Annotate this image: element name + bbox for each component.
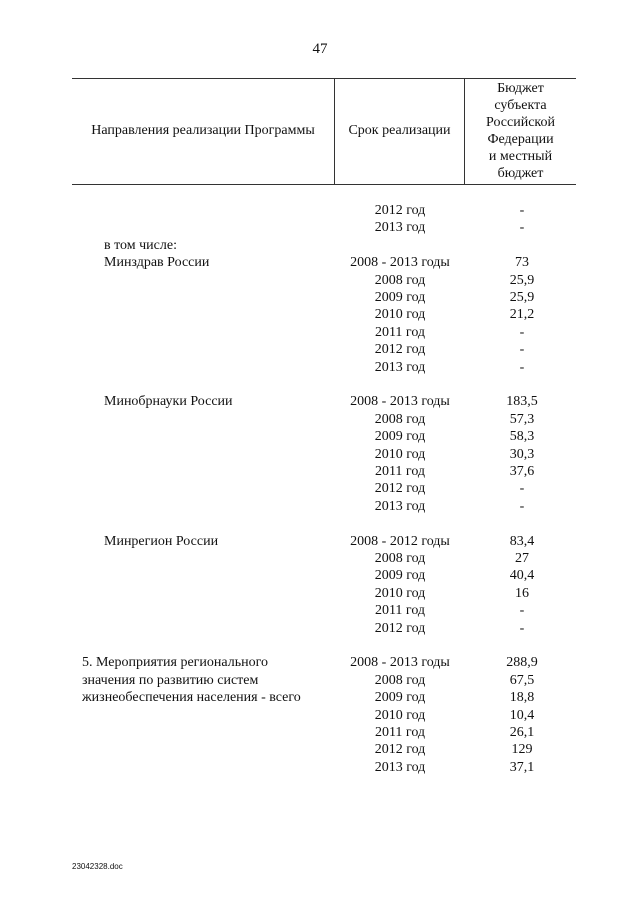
row-period: 2009 год [374,690,426,705]
row-budget: 30,3 [509,447,535,462]
header-budget-line: Федерации [487,132,554,147]
row-period: 2011 год [374,603,426,618]
row-budget: 37,1 [509,760,535,775]
page-number: 47 [312,41,328,57]
row-period: 2012 год [374,481,426,496]
row-budget: - [519,360,525,375]
row-period: 2011 год [374,464,426,479]
header-budget [465,80,576,182]
row-budget: 73 [515,255,529,270]
row-budget: 16 [515,586,529,601]
row-budget: 18,8 [509,690,535,705]
header-budget-line: Бюджет [497,81,544,96]
row-period: 2013 год [374,360,426,375]
footer-filename: 23042328.doc [72,862,123,871]
row-period: 2008 - 2013 годы [350,655,450,670]
header-budget-line: Российской [486,115,555,130]
row-period: 2009 год [374,290,426,305]
row-budget: 40,4 [509,568,535,583]
row-budget: - [519,481,525,496]
table-top-rule [72,78,576,79]
row-direction: значения по развитию систем [82,673,259,688]
row-budget: - [519,499,525,514]
row-period: 2010 год [374,447,426,462]
row-period: 2013 год [374,220,426,235]
row-budget: 58,3 [509,429,535,444]
row-period: 2012 год [374,342,426,357]
row-budget: 25,9 [509,290,535,305]
row-direction: в том числе: [104,238,177,253]
row-period: 2010 год [374,307,426,322]
row-direction: Минздрав России [104,255,210,270]
row-period: 2010 год [374,708,426,723]
row-budget: 183,5 [506,394,538,409]
row-period: 2008 - 2012 годы [350,534,450,549]
row-period: 2012 год [374,203,426,218]
row-budget: 26,1 [509,725,535,740]
row-period: 2009 год [374,429,426,444]
row-period: 2013 год [374,499,426,514]
row-budget: 37,6 [509,464,535,479]
row-period: 2011 год [374,325,426,340]
row-period: 2012 год [374,621,426,636]
header-budget-line: субъекта [494,98,547,113]
row-budget: - [519,342,525,357]
row-direction: Минобрнауки России [104,394,233,409]
row-budget: - [519,203,525,218]
row-period: 2008 год [374,673,426,688]
row-budget: 67,5 [509,673,535,688]
row-budget: 25,9 [509,273,535,288]
row-period: 2013 год [374,760,426,775]
row-period: 2012 год [374,742,426,757]
header-budget-line: и местный [488,149,553,164]
row-period: 2008 год [374,412,426,427]
row-period: 2008 - 2013 годы [350,255,450,270]
row-budget: - [519,603,525,618]
row-direction: жизнеобеспечения населения - всего [82,690,301,705]
row-period: 2011 год [374,725,426,740]
row-budget: 57,3 [509,412,535,427]
row-budget: 83,4 [509,534,535,549]
row-budget: - [519,621,525,636]
table-header-rule [72,184,576,185]
row-budget: 27 [515,551,529,566]
row-direction: 5. Мероприятия регионального [82,655,268,670]
row-period: 2008 - 2013 годы [350,394,450,409]
row-budget: 21,2 [509,307,535,322]
row-budget: - [519,325,525,340]
header-period: Срок реализации [348,123,451,138]
row-budget: 10,4 [509,708,535,723]
row-budget: - [519,220,525,235]
row-period: 2008 год [374,551,426,566]
header-budget-line: бюджет [497,166,544,181]
row-period: 2009 год [374,568,426,583]
row-budget: 288,9 [506,655,538,670]
row-period: 2008 год [374,273,426,288]
row-period: 2010 год [374,586,426,601]
header-directions: Направления реализации Программы [91,123,315,138]
row-budget: 129 [511,742,533,757]
row-direction: Минрегион России [104,534,219,549]
